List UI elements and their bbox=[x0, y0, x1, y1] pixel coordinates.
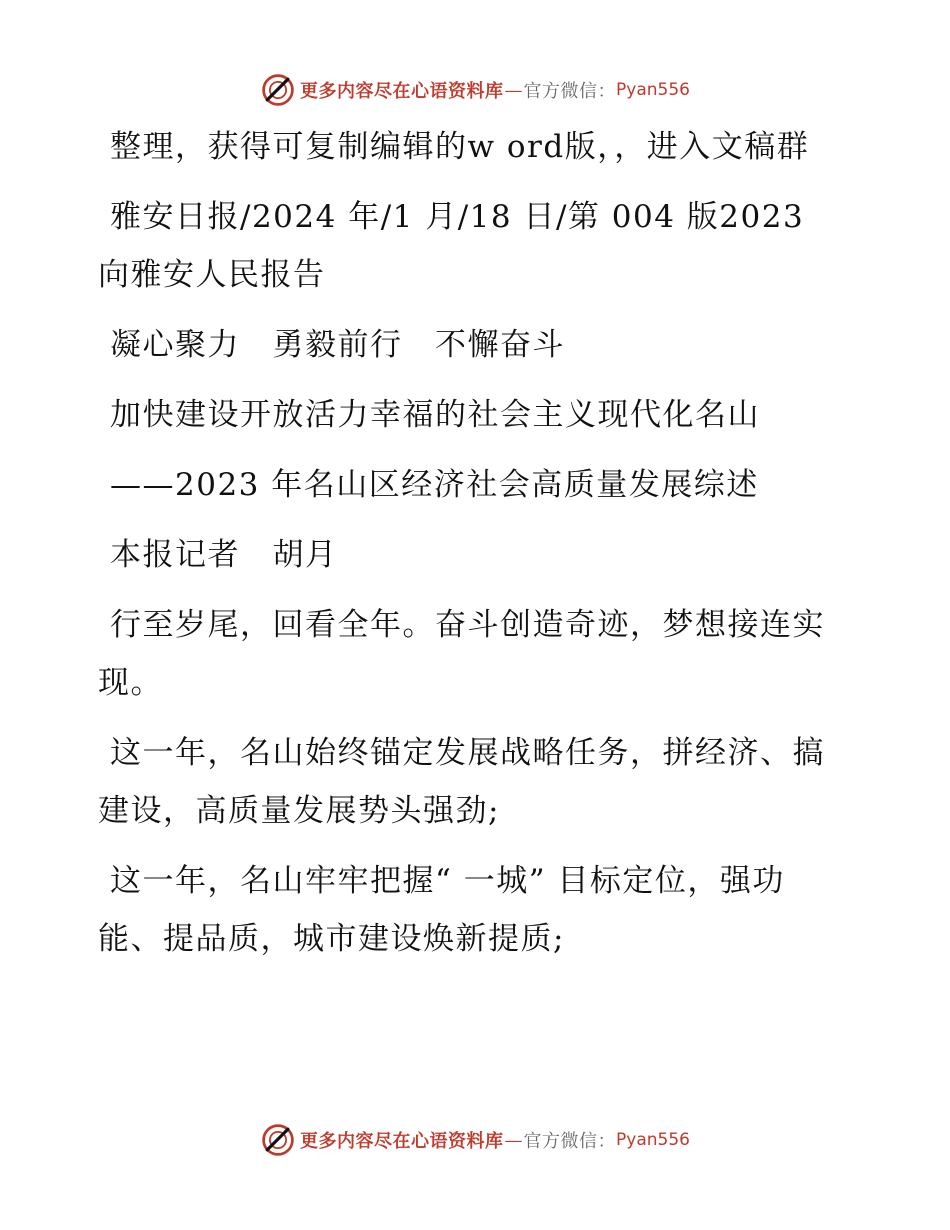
footer-watermark bbox=[0, 1120, 950, 1160]
brand-logo-icon bbox=[260, 1122, 296, 1158]
watermark-main-text: 更多内容尽在心语资料库 bbox=[300, 1131, 504, 1152]
document-body bbox=[98, 118, 833, 980]
paragraph-intro: 整理，获得可复制编辑的w ord版，，进入文稿群 bbox=[110, 129, 810, 165]
header-watermark bbox=[0, 70, 950, 110]
paragraph-body-1: 行至岁尾，回看全年。奋斗创造奇迹，梦想接连实现。 bbox=[98, 607, 825, 701]
paragraph-body-2: 这一年，名山始终锚定发展战略任务，拼经济、搞建设，高质量发展势头强劲; bbox=[98, 735, 825, 829]
watermark-dash: — bbox=[504, 1129, 523, 1151]
watermark-id: Pyan556 bbox=[616, 80, 690, 100]
paragraph-source: 雅安日报/2024 年/1 月/18 日/第 004 版2023向雅安人民报告 bbox=[98, 199, 805, 293]
paragraph-body-3: 这一年，名山牢牢把握“ 一城” 目标定位，强功能、提品质，城市建设焕新提质; bbox=[98, 863, 785, 957]
paragraph-byline: 本报记者 胡月 bbox=[110, 537, 338, 573]
brand-logo-icon bbox=[260, 72, 296, 108]
watermark-label: 官方微信： bbox=[523, 1131, 617, 1152]
watermark-dash: — bbox=[504, 79, 523, 101]
watermark-label: 官方微信： bbox=[523, 81, 617, 102]
paragraph-headline: 凝心聚力 勇毅前行 不懈奋斗 bbox=[110, 327, 565, 363]
paragraph-title: 加快建设开放活力幸福的社会主义现代化名山 bbox=[110, 397, 760, 433]
paragraph-subtitle: ——2023 年名山区经济社会高质量发展综述 bbox=[110, 467, 759, 503]
watermark-id: Pyan556 bbox=[616, 1130, 690, 1150]
watermark-main-text: 更多内容尽在心语资料库 bbox=[300, 81, 504, 102]
